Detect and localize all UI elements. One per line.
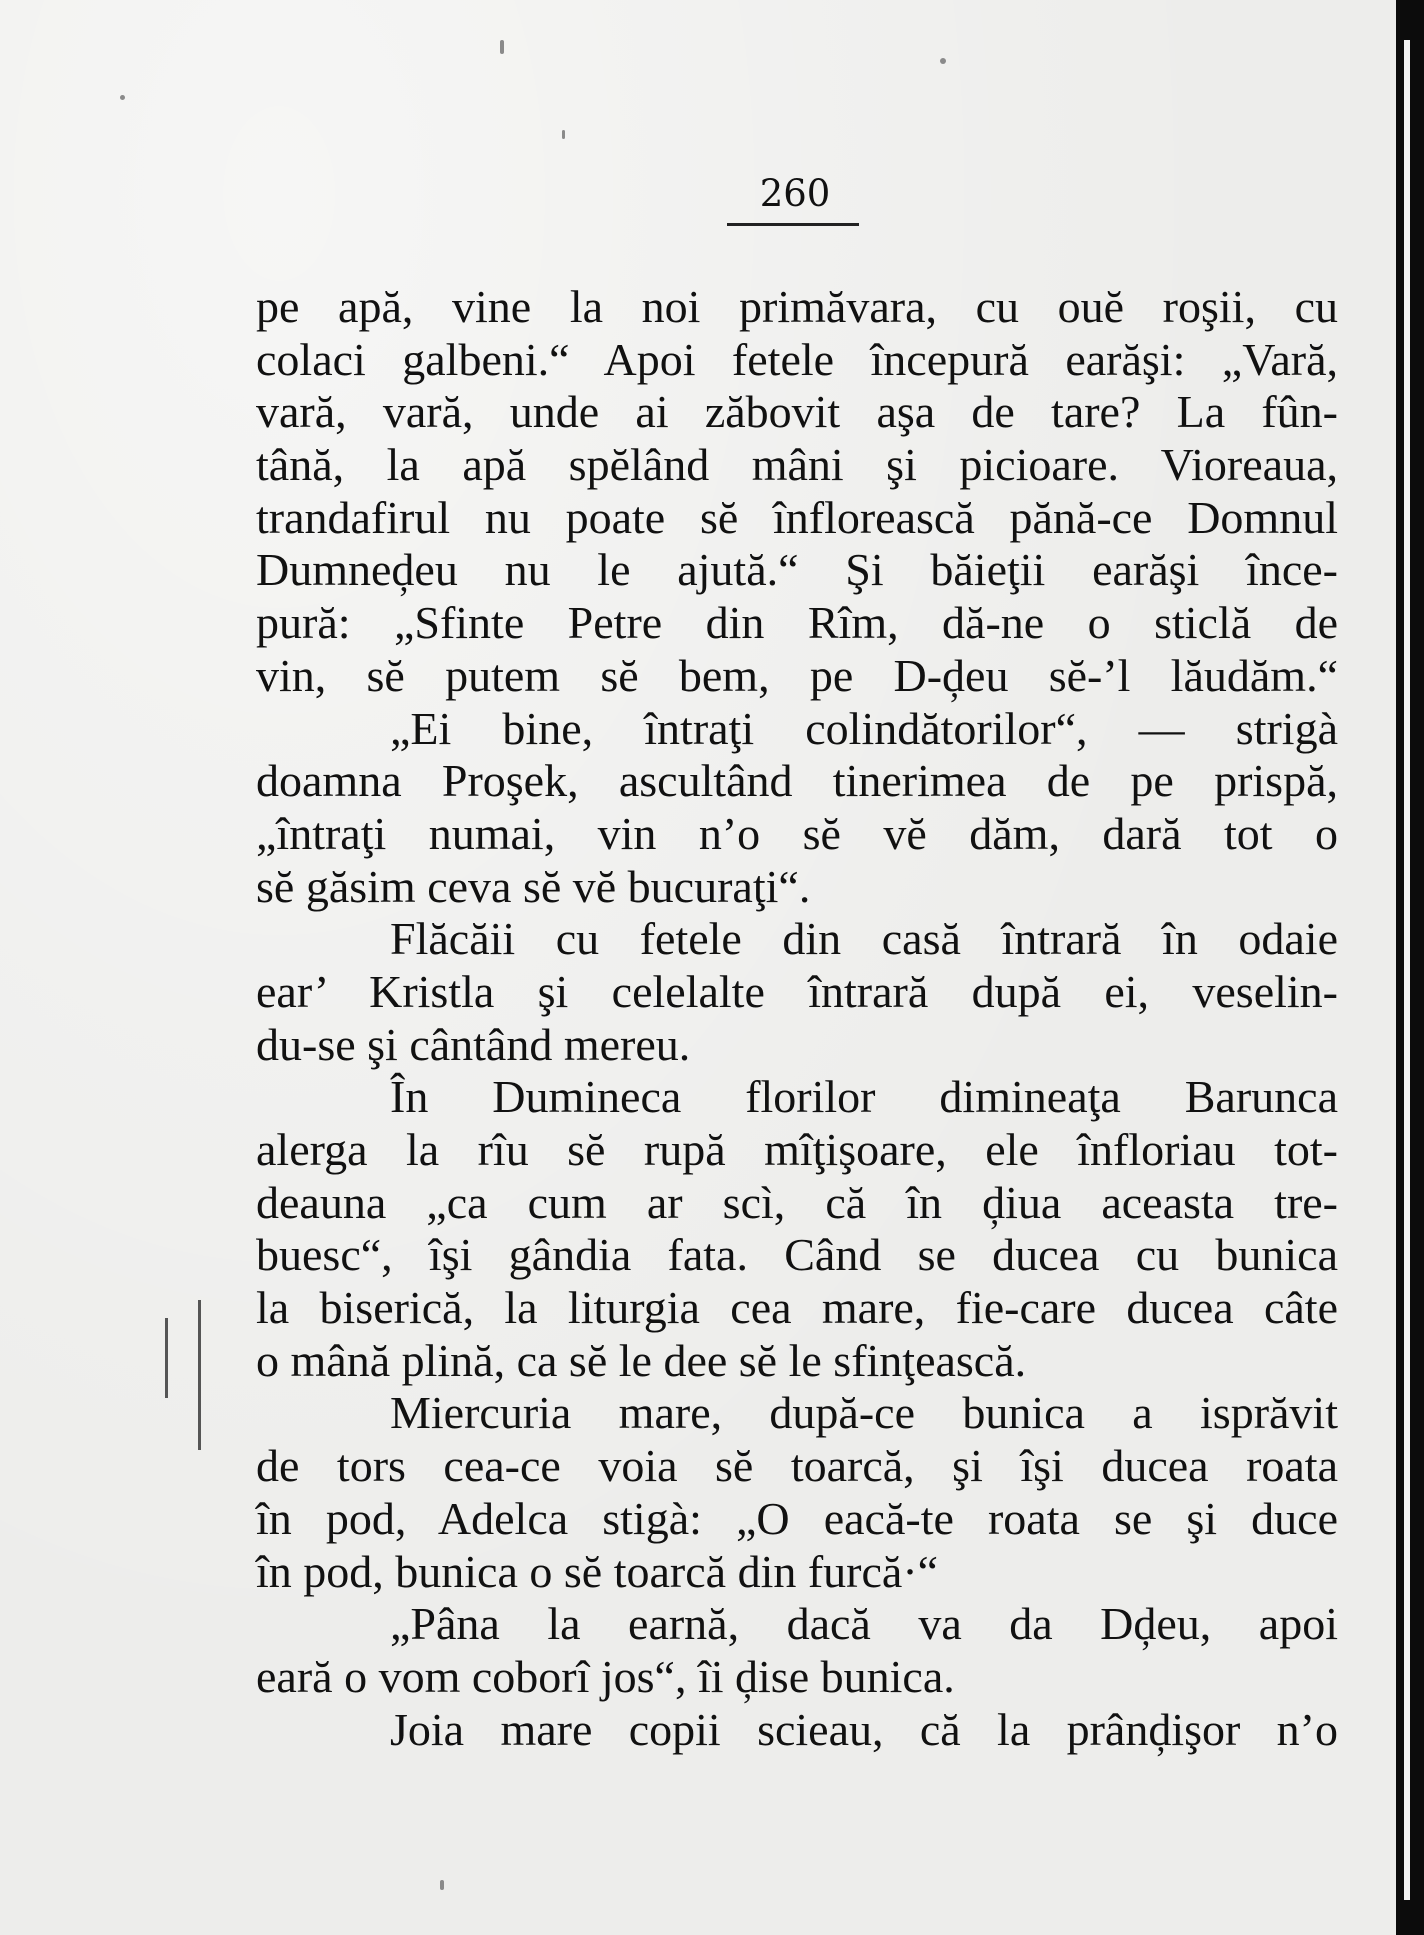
text-line: o mână plină, ca sĕ le dee sĕ le sfinţească. bbox=[256, 1334, 1027, 1386]
text-line: sĕ găsim ceva sĕ vĕ bucuraţi“. bbox=[256, 860, 811, 912]
text-line: Miercuria mare, după-ce bunica a isprăvit bbox=[390, 1387, 1338, 1439]
text-line: tână, la apă spĕlând mâni şi picioare. Vioreaua, bbox=[256, 439, 1338, 491]
page-number: 260 bbox=[759, 172, 831, 215]
text-line: vin, sĕ putem sĕ bem, pe D-ḑeu sĕ-’l lăudăm.“ bbox=[256, 649, 1338, 701]
text-line: du-se şi cântând mereu. bbox=[256, 1018, 691, 1070]
text-line: buesc“, îşi gândia fata. Când se ducea cu bunica bbox=[256, 1229, 1338, 1281]
scan-margin-mark bbox=[198, 1300, 201, 1450]
body-text bbox=[256, 281, 1338, 1756]
scan-speck bbox=[120, 95, 125, 100]
text-line: pe apă, vine la noi primăvara, cu ouĕ roşii, cu bbox=[256, 281, 1338, 332]
text-line: vară, vară, unde ai zăbovit aşa de tare? La fûn- bbox=[256, 386, 1338, 438]
scan-speck bbox=[562, 130, 565, 139]
scan-speck bbox=[440, 1880, 444, 1890]
page-edge bbox=[1396, 0, 1424, 1935]
text-line: „Pâna la earnă, dacă va da Dḑeu, apoi bbox=[390, 1598, 1338, 1650]
text-line: eară o vom coborî jos“, îi ḑise bunica. bbox=[256, 1650, 955, 1702]
text-line: trandafirul nu poate sĕ înflorească pănă-ce Domnul bbox=[256, 491, 1338, 543]
text-line: În Dumineca florilor dimineaţa Barunca bbox=[390, 1071, 1338, 1123]
scan-speck bbox=[940, 58, 946, 64]
text-line: Flăcăii cu fetele din casă întrară în odaie bbox=[390, 913, 1338, 965]
text-line: doamna Proşek, ascultând tinerimea de pe prispă, bbox=[256, 755, 1338, 807]
text-line: „întraţi numai, vin n’o sĕ vĕ dăm, dară tot o bbox=[256, 807, 1338, 859]
text-line: ear’ Kristla şi celelalte întrară după ei, veselin- bbox=[256, 965, 1338, 1017]
text-line: în pod, bunica o sĕ toarcă din furcă·“ bbox=[256, 1545, 939, 1597]
text-line: Dumneḑeu nu le ajută.“ Şi băieţii earăşi înce- bbox=[256, 544, 1338, 596]
text-line: Joia mare copii scieau, că la prânḑişor n’o bbox=[390, 1703, 1338, 1755]
text-line: la biserică, la liturgia cea mare, fie-care ducea câte bbox=[256, 1282, 1338, 1334]
text-line: „Ei bine, întraţi colindătorilor“, — strigà bbox=[390, 702, 1338, 754]
scan-margin-mark bbox=[165, 1318, 168, 1398]
scan-speck bbox=[500, 40, 504, 54]
text-line: deauna „ca cum ar scì, că în ḑiua aceasta tre- bbox=[256, 1176, 1338, 1228]
text-line: colaci galbeni.“ Apoi fetele începură earăşi: „Vară, bbox=[256, 333, 1338, 385]
text-line: pură: „Sfinte Petre din Rîm, dă-ne o sticlă de bbox=[256, 597, 1338, 649]
text-line: în pod, Adelca stigà: „O eacă-te roata se şi duce bbox=[256, 1492, 1338, 1544]
text-line: alerga la rîu sĕ rupă mîţişoare, ele înfloriau tot- bbox=[256, 1124, 1338, 1175]
adjacent-page-edge bbox=[1404, 40, 1410, 1900]
page-number-rule bbox=[727, 223, 859, 226]
text-line: de tors cea-ce voia sĕ toarcă, şi îşi ducea roata bbox=[256, 1440, 1338, 1492]
